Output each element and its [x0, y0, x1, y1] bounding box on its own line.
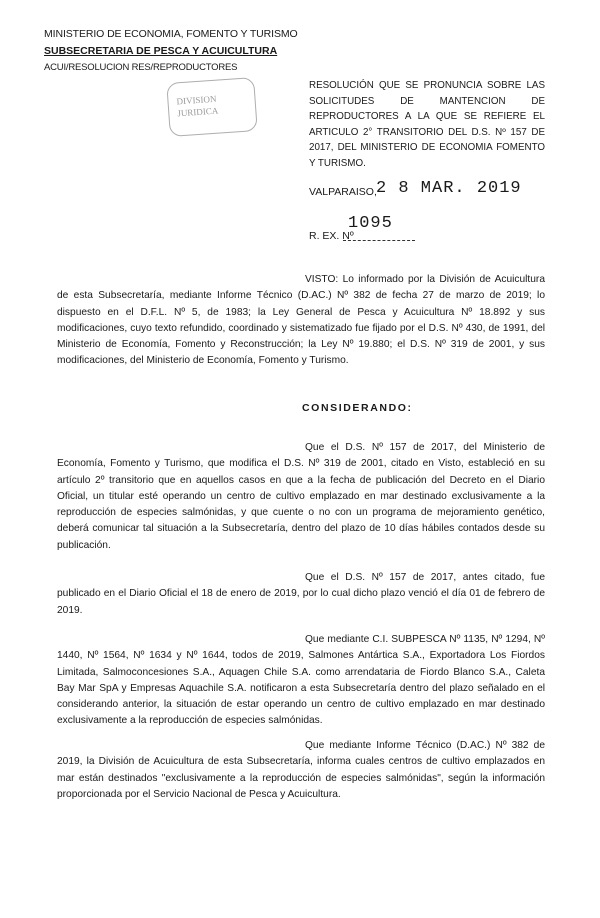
visto-text: VISTO: Lo informado por la División de Acuicultura de esta Subsecretaría, mediante Informe Técnico (D.AC.) Nº 382 de fecha 27 de marzo de 2019; lo dispuesto en el D.F.L. Nº 5, de 1983; la Ley General de Pesca y Acuicultura Nº 18.892 y sus modificaciones, cuyo texto refundido, coordinado y sistematizado fue fijado por el D.S. Nº 430, de 1991, del Ministerio de Economía, Fomento y Reconstrucción; la Ley Nº 19.880; el D.S. Nº 319 de 2001, y sus modificaciones, del Ministerio de Economía, Fomento y Turismo.	[57, 274, 545, 367]
place-label: VALPARAISO,	[309, 186, 377, 198]
paragraph-text: Que el D.S. Nº 157 de 2017, antes citado, fue publicado en el Diario Oficial el 18 de enero de 2019, por lo cual dicho plazo venció el día 01 de febrero de 2019.	[57, 572, 545, 616]
resolution-number-label: R. EX. Nº	[309, 230, 354, 242]
considerando-paragraph-4	[57, 738, 545, 803]
resolution-number-underline	[343, 240, 415, 241]
considerando-heading: CONSIDERANDO:	[302, 402, 413, 414]
stamp-line-2: JURIDICA	[177, 105, 219, 119]
visto-paragraph	[57, 272, 545, 370]
resolution-title: RESOLUCIÓN QUE SE PRONUNCIA SOBRE LAS SOLICITUDES DE MANTENCION DE REPRODUCTORES A LA QUE SE REFIERE EL ARTICULO 2° TRANSITORIO DEL D.S. Nº 157 DE 2017, DEL MINISTERIO DE ECONOMIA FOMENTO Y TURISMO.	[309, 80, 545, 169]
reference-line: ACUI/RESOLUCION RES/REPRODUCTORES	[44, 62, 238, 73]
paragraph-text: Que mediante Informe Técnico (D.AC.) Nº 382 de 2019, la División de Acuicultura de esta Subsecretaría, informa cuales centros de cultivo emplazados en mar están destinados "exclusivamente a la reproducción de especies salmónidas", según la información proporcionada por el Servicio Nacional de Pesca y Acuicultura.	[57, 740, 545, 800]
paragraph-text: Que el D.S. Nº 157 de 2017, del Ministerio de Economía, Fomento y Turismo, que modifica el D.S. Nº 319 de 2001, citado en Visto, estableció en su artículo 2º transitorio que en aquellos casos en que a la fecha de publicación del Decreto en el Diario Oficial, un titular esté operando un centro de cultivo emplazado en mar destinado exclusivamente a la reproducción de especies salmónidas, y que cuente o no con un programa de mejoramiento genético, deberá comunicar tal situación a la Subsecretaría, dentro del plazo de 10 días hábiles contados desde su publicación.	[57, 442, 545, 551]
ministry-header: MINISTERIO DE ECONOMIA, FOMENTO Y TURISMO	[44, 28, 298, 40]
date-stamp: 2 8 MAR. 2019	[376, 179, 522, 198]
considerando-paragraph-1	[57, 440, 545, 554]
considerando-paragraph-3	[57, 632, 545, 730]
considerando-paragraph-2	[57, 570, 545, 619]
paragraph-text: Que mediante C.I. SUBPESCA Nº 1135, Nº 1294, Nº 1440, Nº 1564, Nº 1634 y Nº 1644, todos de 2019, Salmones Antártica S.A., Exportadora Los Fiordos Limitada, Salmoconcesiones S.A., Aquagen Chile S.A. como arrendataria de Fiordo Blanco S.A., Caleta Bay Mar SpA y Empresas Aquachile S.A. notificaron a esta Subsecretaría dentro del plazo señalado en el considerando anterior, la situación de estar operando un centro de cultivo emplazado en mar destinado exclusivamente a la reproducción de especies salmónidas.	[57, 634, 545, 727]
division-juridica-stamp	[166, 77, 258, 137]
stamp-line-1: DIVISION	[176, 93, 217, 107]
resolution-number: 1095	[348, 214, 393, 233]
subsecretaria-header: SUBSECRETARIA DE PESCA Y ACUICULTURA	[44, 45, 278, 57]
